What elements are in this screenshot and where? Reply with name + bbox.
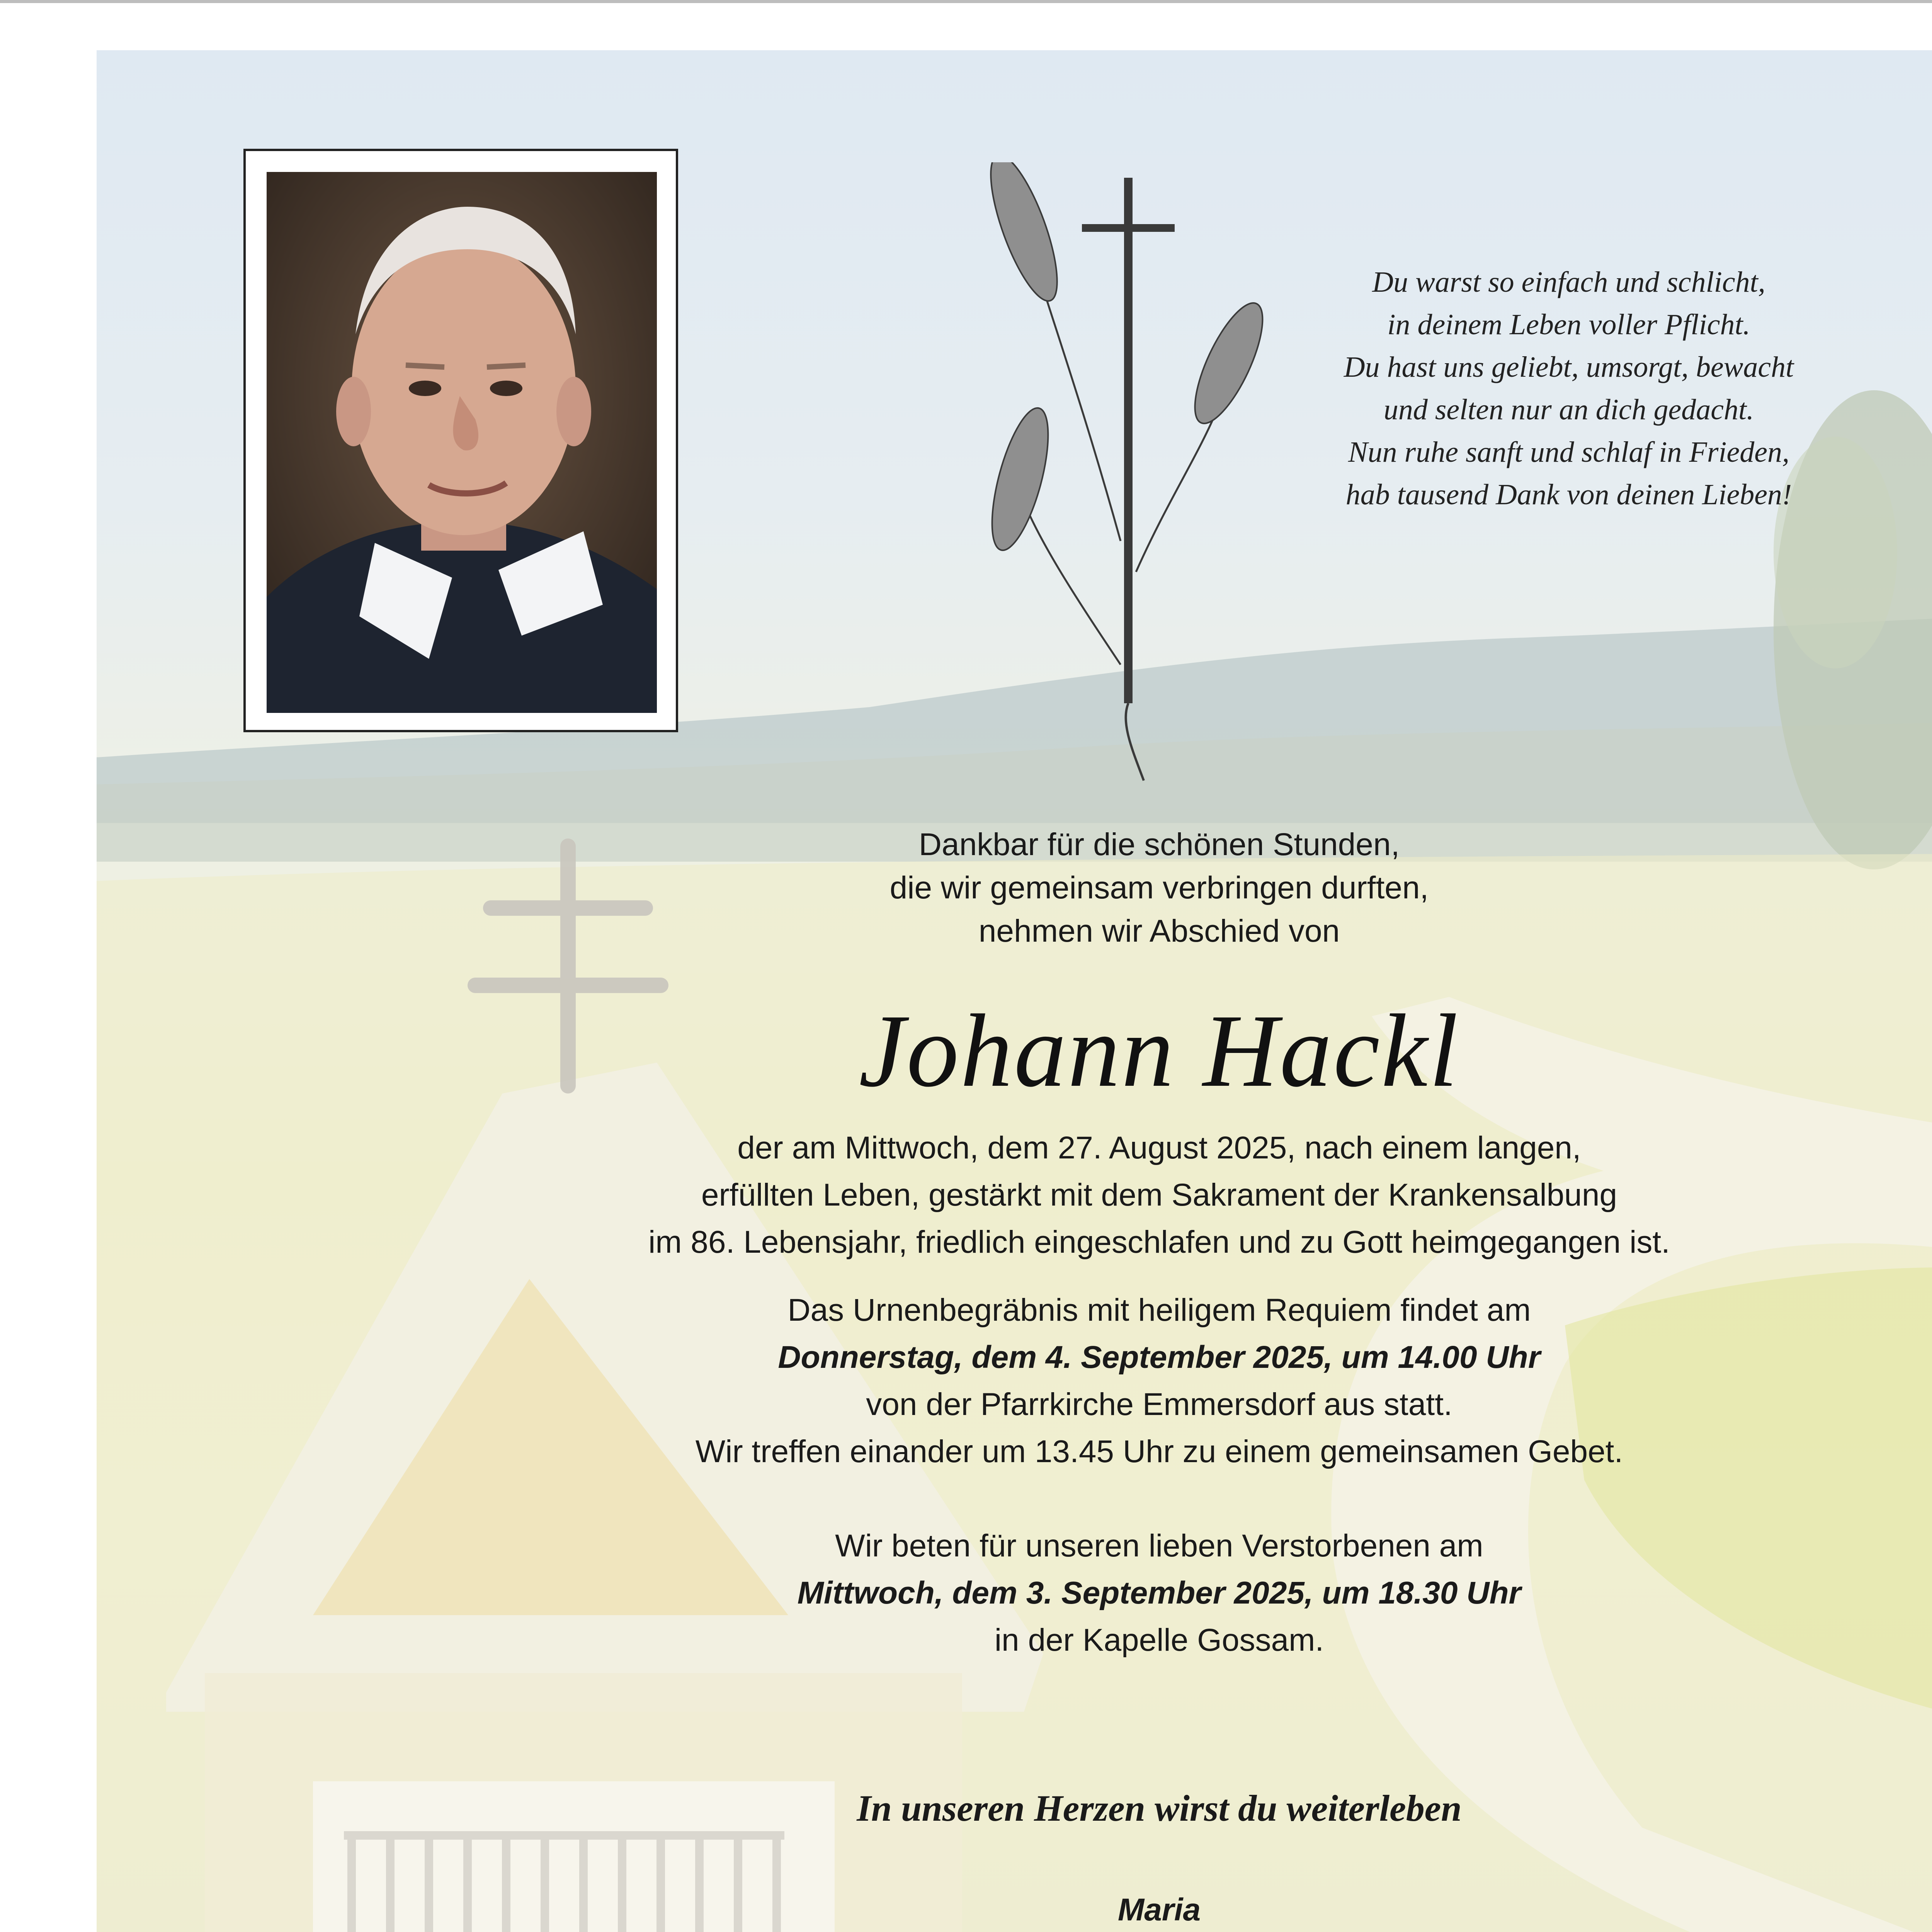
- death-notice: [502, 1124, 1816, 1266]
- family-names: Maria: [1117, 1892, 1201, 1927]
- intro-line: nehmen wir Abschied von: [978, 913, 1340, 949]
- intro-text: [599, 823, 1719, 953]
- poem-line: Nun ruhe sanft und schlaf in Frieden,: [1348, 436, 1790, 468]
- in-memory-heading: In unseren Herzen wirst du weiterleben: [857, 1787, 1462, 1829]
- prayer-line: Wir beten für unseren lieben Verstorbenen am: [835, 1528, 1483, 1563]
- family-member: [502, 1889, 1816, 1932]
- poem-line: und selten nur an dich gedacht.: [1383, 393, 1754, 426]
- poem-line: in deinem Leben voller Pflicht.: [1387, 308, 1750, 341]
- cross-and-wheat-icon: [966, 162, 1314, 788]
- intro-line: Dankbar für die schönen Stunden,: [918, 827, 1400, 862]
- deceased-name: Johann Hackl: [859, 993, 1460, 1109]
- funeral-line: Wir treffen einander um 13.45 Uhr zu einem gemeinsamen Gebet.: [695, 1434, 1623, 1469]
- intro-line: die wir gemeinsam verbringen durften,: [889, 870, 1429, 905]
- notice-line: im 86. Lebensjahr, friedlich eingeschlafen und zu Gott heimgegangen ist.: [648, 1225, 1670, 1260]
- funeral-details: [502, 1287, 1816, 1475]
- scan-edge: [0, 0, 1932, 3]
- prayer-date-time: Mittwoch, dem 3. September 2025, um 18.30 Uhr: [797, 1575, 1521, 1611]
- portrait-photo: [267, 172, 657, 713]
- prayer-details: [502, 1522, 1816, 1664]
- funeral-line: von der Pfarrkirche Emmersdorf aus statt.: [866, 1387, 1452, 1422]
- notice-line: erfüllten Leben, gestärkt mit dem Sakrament der Krankensalbung: [701, 1177, 1617, 1213]
- obituary-card: [97, 50, 1932, 1932]
- poem-line: hab tausend Dank von deinen Lieben!: [1345, 478, 1792, 511]
- notice-line: der am Mittwoch, dem 27. August 2025, nach einem langen,: [737, 1130, 1581, 1165]
- memorial-poem: [1294, 261, 1843, 516]
- poem-line: Du hast uns geliebt, umsorgt, bewacht: [1344, 351, 1794, 383]
- funeral-date-time: Donnerstag, dem 4. September 2025, um 14.00 Uhr: [778, 1340, 1541, 1375]
- funeral-line: Das Urnenbegräbnis mit heiligem Requiem findet am: [787, 1293, 1531, 1328]
- poem-line: Du warst so einfach und schlicht,: [1372, 266, 1765, 298]
- prayer-line: in der Kapelle Gossam.: [994, 1622, 1324, 1658]
- family-relation: [502, 1930, 1816, 1932]
